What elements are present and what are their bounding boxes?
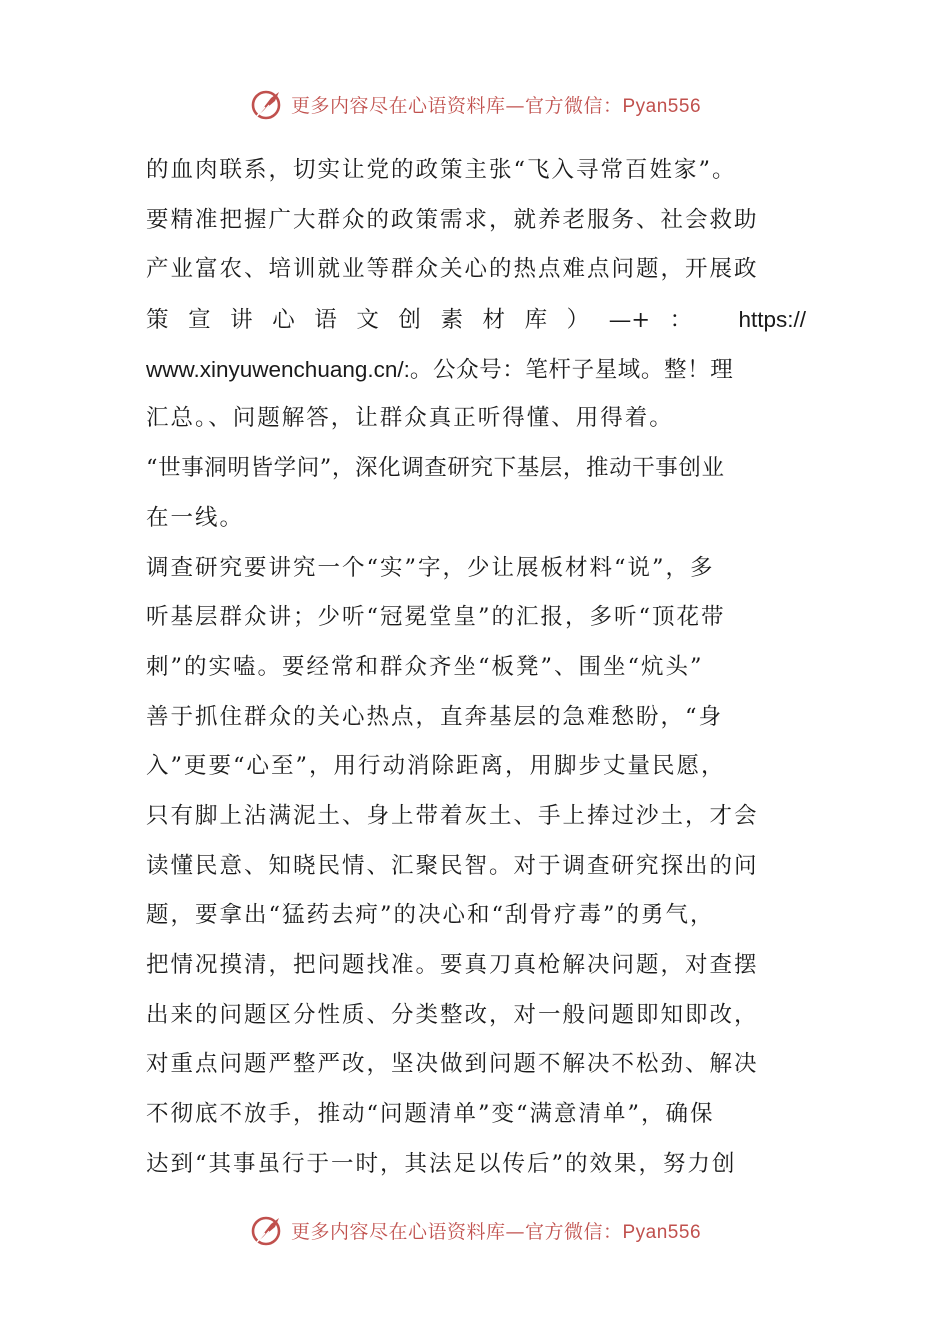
header-banner-text: 更多内容尽在心语资料库—官方微信：Pyan556	[290, 94, 702, 117]
text-line: 题，要拿出“猛药去疴”的决心和“刮骨疗毒”的勇气，	[146, 902, 715, 929]
header-banner-handle: Pyan556	[622, 95, 702, 117]
text-line: 汇总。、问题解答，让群众真正听得懂、用得着。	[146, 405, 674, 432]
text-run: 策宣讲心语文创素材库）—+：	[146, 307, 712, 334]
text-line: 的血肉联系，切实让党的政策主张“飞入寻常百姓家”。	[146, 157, 737, 183]
text-line: 调查研究要讲究一个“实”字，少让展板材料“说”，多	[146, 554, 715, 581]
text-line: 听基层群众讲；少听“冠冕堂皇”的汇报，多听“顶花带	[146, 604, 726, 631]
header-banner	[0, 84, 950, 124]
text-line	[146, 345, 806, 395]
text-line: 在一线。	[146, 504, 245, 531]
url-link: www.xinyuwenchuang.cn/:	[146, 356, 410, 382]
text-line: 善于抓住群众的关心热点，直奔基层的急难愁盼，“身	[146, 703, 724, 730]
text-run: 。公众号：笔杆子星域。整！理	[409, 356, 734, 383]
footer-banner	[0, 1210, 950, 1250]
text-line	[146, 295, 806, 345]
text-line: 达到“其事虽行于一时，其法足以传后”的效果，努力创	[146, 1150, 737, 1177]
text-line: 出来的问题区分性质、分类整改，对一般问题即知即改，	[146, 1001, 759, 1028]
footer-banner-handle: Pyan556	[622, 1221, 702, 1243]
text-line: 对重点问题严整严改，坚决做到问题不解决不松劲、解决	[146, 1051, 759, 1078]
url-fragment: https://	[738, 307, 806, 333]
document-body	[146, 146, 806, 1189]
text-line: 只有脚上沾满泥土、身上带着灰土、手上捧过沙土，才会	[146, 802, 759, 829]
text-line: 把情况摸清，把问题找准。要真刀真枪解决问题，对查摆	[146, 952, 759, 978]
text-line: 刺”的实嗑。要经常和群众齐坐“板凳”、围坐“炕头”	[146, 653, 704, 680]
text-line: 读懂民意、知晓民情、汇聚民智。对于调查研究探出的问	[146, 852, 759, 879]
footer-banner-text: 更多内容尽在心语资料库—官方微信：Pyan556	[290, 1220, 702, 1243]
text-line: 要精准把握广大群众的政策需求，就养老服务、社会救助	[146, 206, 759, 233]
text-line: 入”更要“心至”，用行动消除距离，用脚步丈量民愿，	[146, 753, 726, 780]
quill-logo-icon	[249, 86, 285, 122]
text-line: 不彻底不放手，推动“问题清单”变“满意清单”，确保	[146, 1101, 715, 1128]
text-line: “世事洞明皆学问”，深化调查研究下基层，推动干事创业	[146, 455, 725, 482]
text-line: 产业富农、培训就业等群众关心的热点难点问题，开展政	[146, 256, 759, 283]
quill-logo-icon	[249, 1212, 285, 1248]
